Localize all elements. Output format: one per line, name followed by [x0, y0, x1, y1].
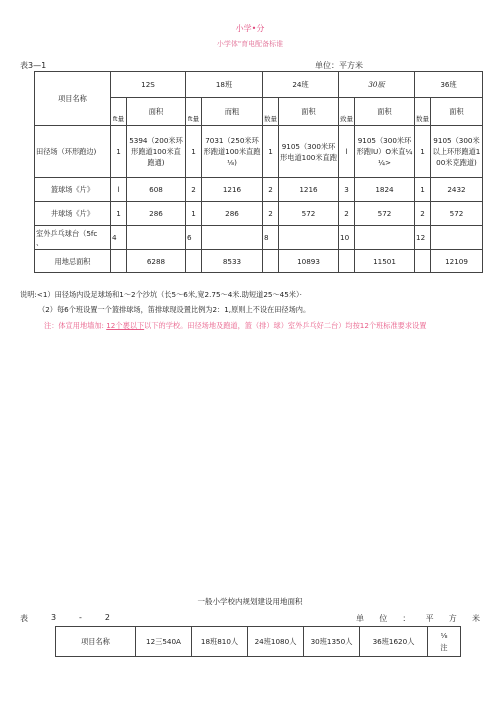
table2-note-bottom: 注 — [440, 642, 448, 652]
table-cell — [339, 250, 355, 273]
row-name-mark: 、 — [36, 237, 44, 247]
table2-label-char: 表 — [20, 614, 28, 623]
table-cell: 12 — [415, 226, 431, 250]
group-header-36: 36班 — [415, 72, 483, 98]
table2-unit-char: 位 — [379, 614, 388, 623]
page-subtitle: 小学体"育电配备标谁 — [216, 40, 284, 48]
table-cell: 2 — [263, 202, 279, 226]
table-cell: 10893 — [279, 250, 339, 273]
table-cell: 1 — [111, 126, 127, 178]
table-cell: 2 — [186, 178, 202, 202]
table2-header: 18班810人 — [192, 627, 248, 657]
count-header: 数量 — [263, 98, 279, 126]
table2-header: 24班1080人 — [248, 627, 304, 657]
table-cell: 1824 — [355, 178, 415, 202]
table-cell — [186, 250, 202, 273]
table2-unit-char: ： — [402, 614, 411, 623]
table-cell — [431, 226, 483, 250]
table-cell: 286 — [202, 202, 263, 226]
table-cell: 572 — [431, 202, 483, 226]
table-cell: 10 — [339, 226, 355, 250]
count-header: ft量 — [186, 98, 202, 126]
table-cell: 5394（200米环形跑道100米直跑通) — [127, 126, 186, 178]
table-cell: 1 — [415, 178, 431, 202]
table2-title: 一般小学校内规划建设用地面积 — [197, 597, 303, 606]
table-cell: 11501 — [355, 250, 415, 273]
note-line-3-emphasis: 12个裹以下 — [106, 321, 145, 330]
row-name: 用地忌面积 — [35, 250, 111, 273]
table2-header: 36班1620人 — [360, 627, 428, 657]
note-line-3-lead: 注：体宣用地墙加: — [44, 321, 104, 330]
table-cell: 286 — [127, 202, 186, 226]
row-name-text: 室外乒乓球台（5fc — [36, 228, 98, 238]
table-cell: 2 — [263, 178, 279, 202]
table-cell: 8533 — [202, 250, 263, 273]
table-cell: 6 — [186, 226, 202, 250]
facility-table — [34, 71, 483, 273]
table-cell: 1 — [186, 202, 202, 226]
count-header: ft量 — [111, 98, 127, 126]
table-cell: 12109 — [431, 250, 483, 273]
table-row — [35, 202, 483, 226]
table2-header: 12三540A — [136, 627, 192, 657]
area-header: 面积 — [279, 98, 339, 126]
table-cell — [355, 226, 415, 250]
table-cell: 1 — [263, 126, 279, 178]
table2-label-char: - — [79, 613, 82, 622]
table-cell — [279, 226, 339, 250]
table-cell: 1 — [111, 202, 127, 226]
item-name-header: 项目名称 — [35, 72, 111, 126]
table-cell — [111, 250, 127, 273]
table-cell — [415, 250, 431, 273]
table2-note-top: ⅛ — [440, 630, 448, 640]
table-cell: 2 — [339, 202, 355, 226]
table2-label-char: 2 — [104, 613, 110, 622]
table-cell: 572 — [355, 202, 415, 226]
count-header: 数量 — [415, 98, 431, 126]
table-cell: 1216 — [279, 178, 339, 202]
group-header-12: 12S — [111, 72, 186, 98]
table-row — [35, 226, 483, 250]
page-title: 小学•分 — [235, 24, 265, 33]
area-header: 面积 — [355, 98, 415, 126]
table-cell: l — [111, 178, 127, 202]
table-cell: 9105（300米环形电道100米直跑 — [279, 126, 339, 178]
land-use-table — [55, 626, 461, 657]
table-cell: 4 — [111, 226, 127, 250]
table-cell: 9105（300米以上环形跑道100米克跑道) — [431, 126, 483, 178]
row-name: 田径场（环形跑边) — [35, 126, 111, 178]
group-header-24: 24班 — [263, 72, 339, 98]
note-line-3 — [44, 321, 494, 331]
group-header-18: 18班 — [186, 72, 263, 98]
table-cell: 608 — [127, 178, 186, 202]
table1-label: 表3—1 — [20, 61, 47, 70]
table2-header: 30班1350人 — [304, 627, 360, 657]
table2-unit-char: 单 — [356, 614, 364, 623]
table2-unit-char: 平 — [425, 614, 434, 623]
table-row — [35, 126, 483, 178]
table-cell: 7031（250米环形跑道100米直跑⅛) — [202, 126, 263, 178]
table-cell: 572 — [279, 202, 339, 226]
table2-header-item: 项目名称 — [56, 627, 136, 657]
area-header: 面积 — [431, 98, 483, 126]
area-header: 面积 — [127, 98, 186, 126]
table-cell: 1 — [186, 126, 202, 178]
row-name: 篮球场《片》 — [35, 178, 111, 202]
group-header-30: 30版 — [339, 72, 415, 98]
table-cell: 3 — [339, 178, 355, 202]
table-row — [56, 627, 461, 657]
row-name — [35, 226, 111, 250]
table-cell: 2432 — [431, 178, 483, 202]
table-cell: 1 — [415, 126, 431, 178]
table-cell — [202, 226, 263, 250]
table2-label — [20, 613, 110, 624]
area-header: 而粗 — [202, 98, 263, 126]
note-line-2: （2）每6个班设置一个篮排球场，笛排球现设置比例为2：1,原则上不设在田径场内。 — [38, 305, 311, 314]
table-row — [35, 250, 483, 273]
table1-unit: 单位：平方米 — [315, 61, 363, 70]
table-cell: 6288 — [127, 250, 186, 273]
row-name: 井球场《片》 — [35, 202, 111, 226]
note-line-3-rest: 以下的学校。田径场地及跑道，篮（排）球）室外乒乓好二台）均按12个班标准要求设置 — [144, 321, 427, 330]
table-cell: 2 — [415, 202, 431, 226]
table-cell — [127, 226, 186, 250]
table2-header-note — [428, 627, 461, 657]
table2-label-char: 3 — [50, 613, 57, 622]
note-line-1: 说明:<1）田径场内设足球场和1～2个沙坑（长5～6米,宽2.75～4米.助短道25～45米）· — [20, 290, 302, 299]
table2-unit — [356, 613, 480, 624]
table-cell: 1216 — [202, 178, 263, 202]
table-cell: l — [339, 126, 355, 178]
table2-unit-char: 方 — [448, 614, 457, 623]
table-cell: 9105（300米环形跑lU）O米直¼¼> — [355, 126, 415, 178]
table-cell — [263, 250, 279, 273]
table2-unit-char: 米 — [471, 614, 480, 623]
count-header: 致量 — [339, 98, 355, 126]
table-row — [35, 178, 483, 202]
table-cell: 8 — [263, 226, 279, 250]
